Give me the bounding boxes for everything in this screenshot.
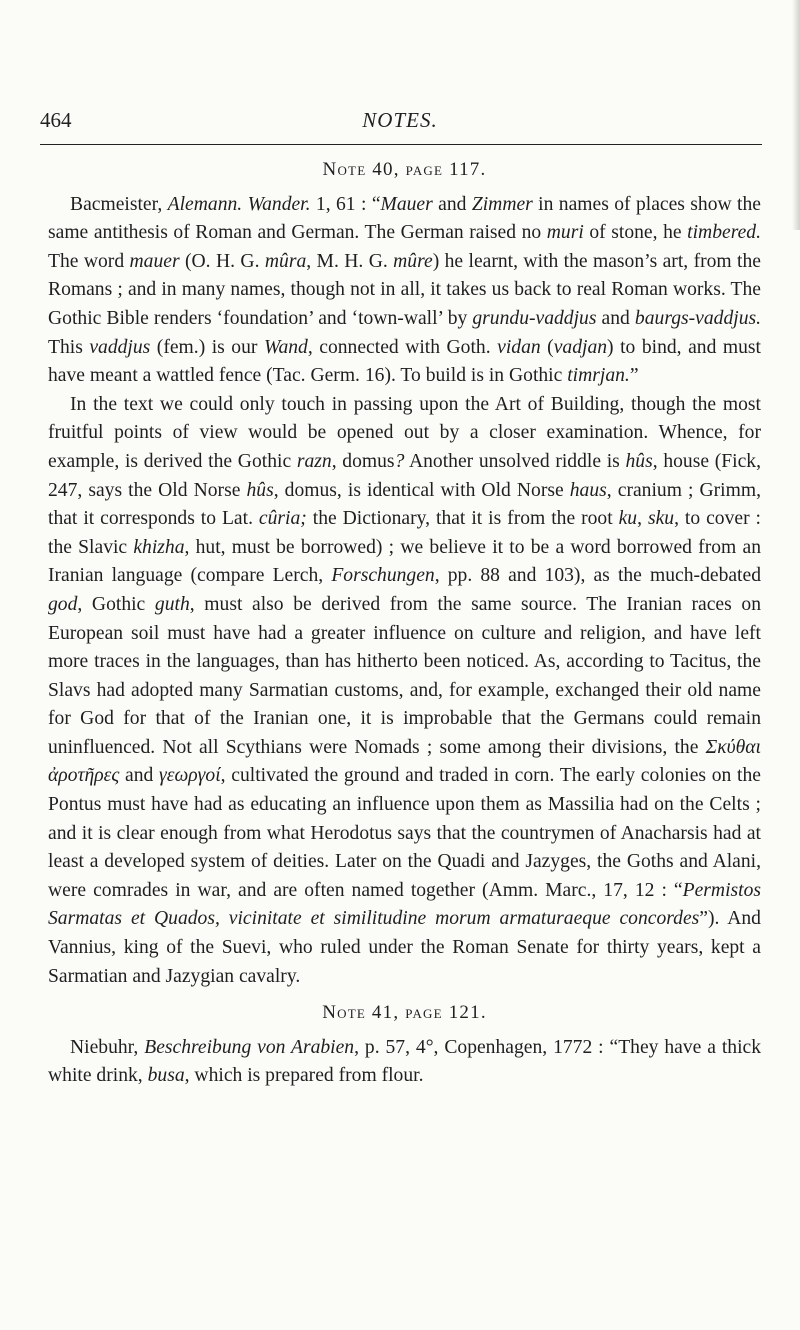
italic-run: vaddjus (89, 336, 151, 358)
italic-run: busa (147, 1065, 185, 1087)
running-head (40, 108, 760, 142)
text-run: 1, 61 : “ (310, 193, 381, 215)
italic-run: haus (569, 479, 607, 501)
italic-run: Forschungen (331, 565, 435, 587)
italic-run: γεωργοί (159, 765, 221, 787)
text-run: the Dictionary, that it is from the root (306, 508, 619, 530)
text-run: and (119, 765, 159, 787)
italic-run: Permistos Sarmatas et Quados, vicinitate et similitudine morum armaturaeque concordes (48, 879, 761, 930)
text-run: , pp. 88 and 103), as the much-debated (434, 565, 761, 587)
text-run: Niebuhr, (70, 1036, 145, 1058)
text-run: and (596, 307, 635, 329)
text-run: ” (629, 365, 639, 387)
italic-run: mûra (264, 250, 307, 272)
italic-run: god (48, 593, 78, 615)
running-title: NOTES. (362, 108, 438, 132)
note-paragraph (48, 191, 761, 391)
text-run: of stone, he (583, 222, 688, 244)
italic-run: Σκύθαι ἀροτῆρες (48, 736, 761, 787)
italic-run: Wand (263, 336, 308, 358)
italic-run: ? (394, 450, 405, 472)
text-run: (O. H. G. (179, 250, 265, 272)
text-run: This (48, 336, 90, 358)
italic-run: vadjan (553, 336, 608, 358)
text-run: Bacmeister, (70, 193, 168, 215)
text-run: ”). And Vannius, king of the Suevi, who ruled under the Roman Senate for thirty years, kept a Sarmatian and Jazygian cavalry. (48, 908, 761, 987)
italic-run: cûria; (258, 508, 307, 530)
italic-run: guth (154, 593, 190, 615)
text-run: , hut, must be borrowed) ; we believe it to be a word borrowed from an Iranian language (compare Lerch, (48, 536, 761, 587)
italic-run: sku (647, 508, 675, 530)
text-run: ) to bind, and must have meant a wattled fence (Tac. Germ. 16). To build is in Gothic (48, 336, 761, 387)
italic-run: ku (618, 508, 638, 530)
text-run: , house (Fick, 247, says the Old Norse (48, 450, 761, 501)
italic-run: muri (546, 222, 584, 244)
text-run: , cultivated the ground and traded in corn. The early colonies on the Pontus must have had as educating an influence upon them as Massilia had on the Celts ; and it is clear enough from what Herodotus says that the countrymen of Anacharsis had at least a developed system of deities. Later on the Quadi and Jazyges, the Goths and Alani, were comrades in war, and are often named together (Amm. Marc., 17, 12 : “ (48, 765, 761, 901)
italic-run: Alemann. Wander. (167, 193, 311, 215)
note-heading: Note 40, page 117. (322, 159, 487, 180)
text-run: , Gothic (77, 593, 155, 615)
page-edge-shadow (792, 0, 800, 230)
text-run: The word (48, 250, 130, 272)
text-run: In the text we could only touch in passing upon the Art of Building, though the most fruitful points of view would be opened out by a closer examination. Whence, for example, is derived the Gothic (48, 393, 761, 472)
header-rule (40, 144, 762, 145)
text-run: Another unsolved riddle is (404, 450, 626, 472)
italic-run: grundu-vaddjus (472, 307, 597, 329)
italic-run: Beschreibung von Arabien (144, 1036, 355, 1058)
italic-run: mûre (393, 250, 433, 272)
text-run: , domus, is identical with Old Norse (273, 479, 570, 501)
text-run: , domus (331, 450, 395, 472)
italic-run: mauer (129, 250, 180, 272)
italic-run: hûs (246, 479, 274, 501)
text-run: in names of places show the same antithesis of Roman and German. The German raised no (48, 193, 761, 244)
text-run: , cranium ; Grimm, that it corresponds to Lat. (48, 479, 762, 530)
note-heading: Note 41, page 121. (322, 1002, 487, 1024)
italic-run: timbered. (687, 222, 761, 244)
text-run: , which is prepared from flour. (184, 1065, 424, 1087)
text-run: , to cover : the Slavic (48, 508, 761, 558)
text-run: , must also be derived from the same source. The Iranian races on European soil must have had a greater influence on culture and religion, and have left more traces in the languages, than has hitherto been noticed. As, according to Tacitus, the Slavs had adopted many Sarmatian customs, and, for example, exchanged their old name for God for that of the Iranian one, it is improbable that the Germans could remain uninfluenced. Not all Scythians were Nomads ; some among their divisions, the (48, 593, 761, 758)
text-run: , (637, 508, 648, 530)
italic-run: timrjan. (567, 365, 630, 387)
notes-body (48, 148, 761, 1091)
italic-run: Zimmer (471, 193, 533, 215)
text-run: , connected with Goth. (307, 336, 498, 358)
text-run: , p. 57, 4°, Copenhagen, 1772 : “They have a thick white drink, (48, 1036, 762, 1087)
page-number: 464 (40, 108, 72, 132)
italic-run: baurgs-vaddjus. (634, 307, 762, 329)
note-paragraph (48, 391, 761, 991)
italic-run: razn (296, 450, 332, 472)
italic-run: khizha (133, 536, 185, 558)
note-paragraph (48, 1034, 761, 1091)
italic-run: hûs (625, 450, 653, 472)
italic-run: vidan (497, 336, 541, 358)
text-run: ) he learnt, with the mason’s art, from the Romans ; and in many names, though not in all, it takes us back to real Roman works. The Gothic Bible renders ‘foundation’ and ‘town-wall’ by (48, 250, 761, 329)
italic-run: Mauer (380, 193, 433, 215)
text-run: (fem.) is our (150, 336, 264, 358)
text-run: ( (540, 336, 554, 358)
text-run: , M. H. G. (306, 250, 394, 272)
text-run: and (432, 193, 472, 215)
